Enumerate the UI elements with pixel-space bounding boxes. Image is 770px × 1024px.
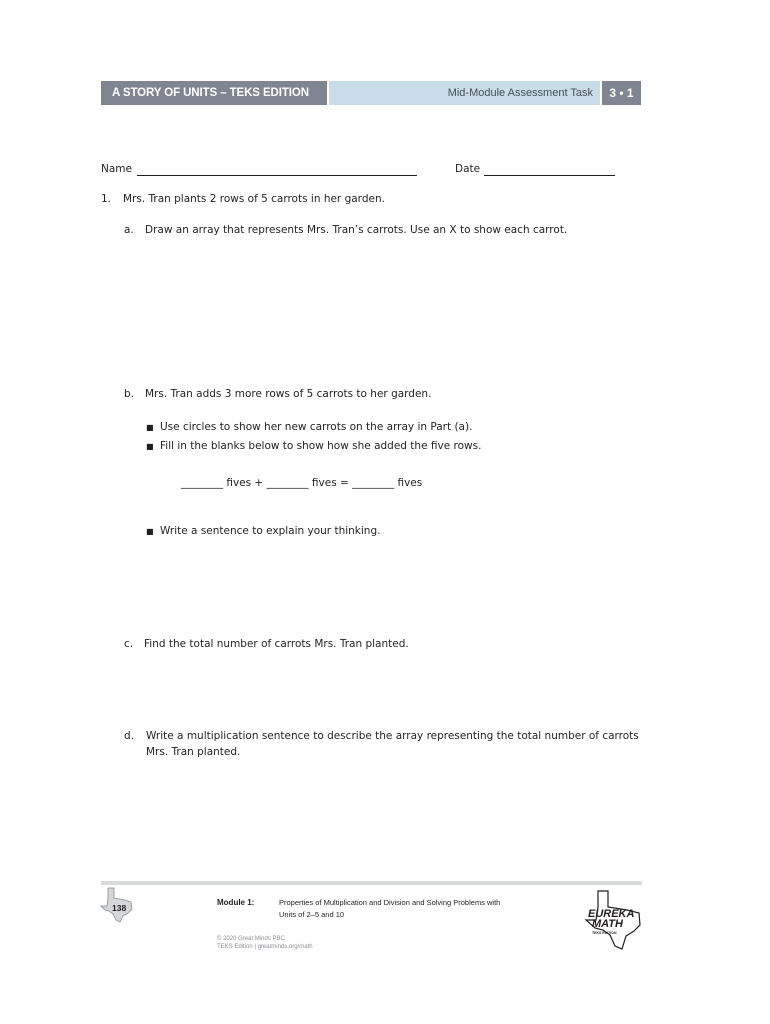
copyright: © 2020 Great Minds PBC <box>217 936 285 942</box>
logo-line3: TEKS EDITION <box>592 931 617 935</box>
part-b-bullet-2: Fill in the blanks below to show how she added the five rows. <box>160 440 482 452</box>
bullet-icon: ■ <box>146 527 154 536</box>
part-b-bullet-1: Use circles to show her new carrots on the array in Part (a). <box>160 421 473 433</box>
part-a-text: Draw an array that represents Mrs. Tran’s carrots. Use an X to show each carrot. <box>145 224 568 236</box>
part-a-letter: a. <box>124 224 134 236</box>
module-label: Module 1: <box>217 898 255 907</box>
part-c-text: Find the total number of carrots Mrs. Tran planted. <box>144 638 409 650</box>
bullet-icon: ■ <box>146 423 154 432</box>
edition-info: TEKS Edition | greatminds.org/math <box>217 944 313 950</box>
part-d-text-line2: Mrs. Tran planted. <box>146 746 241 758</box>
module-title-line2: Units of 2–5 and 10 <box>279 910 345 919</box>
footer-rule <box>101 881 642 885</box>
name-field[interactable] <box>137 175 417 176</box>
fives-equation: ________ fives + ________ fives = ________ fives <box>181 477 423 489</box>
date-field[interactable] <box>484 175 615 176</box>
part-b-bullet-3: Write a sentence to explain your thinking. <box>160 525 381 537</box>
page-number: 138 <box>112 903 127 913</box>
part-b-text: Mrs. Tran adds 3 more rows of 5 carrots to her garden. <box>145 388 432 400</box>
series-title: A STORY OF UNITS – TEKS EDITION <box>101 81 327 105</box>
date-label: Date <box>455 163 481 175</box>
bullet-icon: ■ <box>146 442 154 451</box>
module-title-line1: Properties of Multiplication and Division and Solving Problems with <box>279 898 501 907</box>
logo-line1: EUREKA <box>588 908 635 920</box>
problem-stem: Mrs. Tran plants 2 rows of 5 carrots in her garden. <box>123 193 385 205</box>
logo-line2: MATH <box>592 918 623 930</box>
problem-number: 1. <box>101 193 112 205</box>
lesson-code: 3 • 1 <box>602 81 641 105</box>
part-c-letter: c. <box>124 638 134 650</box>
task-title: Mid-Module Assessment Task <box>329 81 600 105</box>
eureka-math-logo <box>584 889 642 951</box>
part-b-letter: b. <box>124 388 135 400</box>
part-d-text: Write a multiplication sentence to describe the array representing the total number of carrots <box>146 730 639 742</box>
part-d-letter: d. <box>124 730 135 742</box>
name-label: Name <box>101 163 132 175</box>
